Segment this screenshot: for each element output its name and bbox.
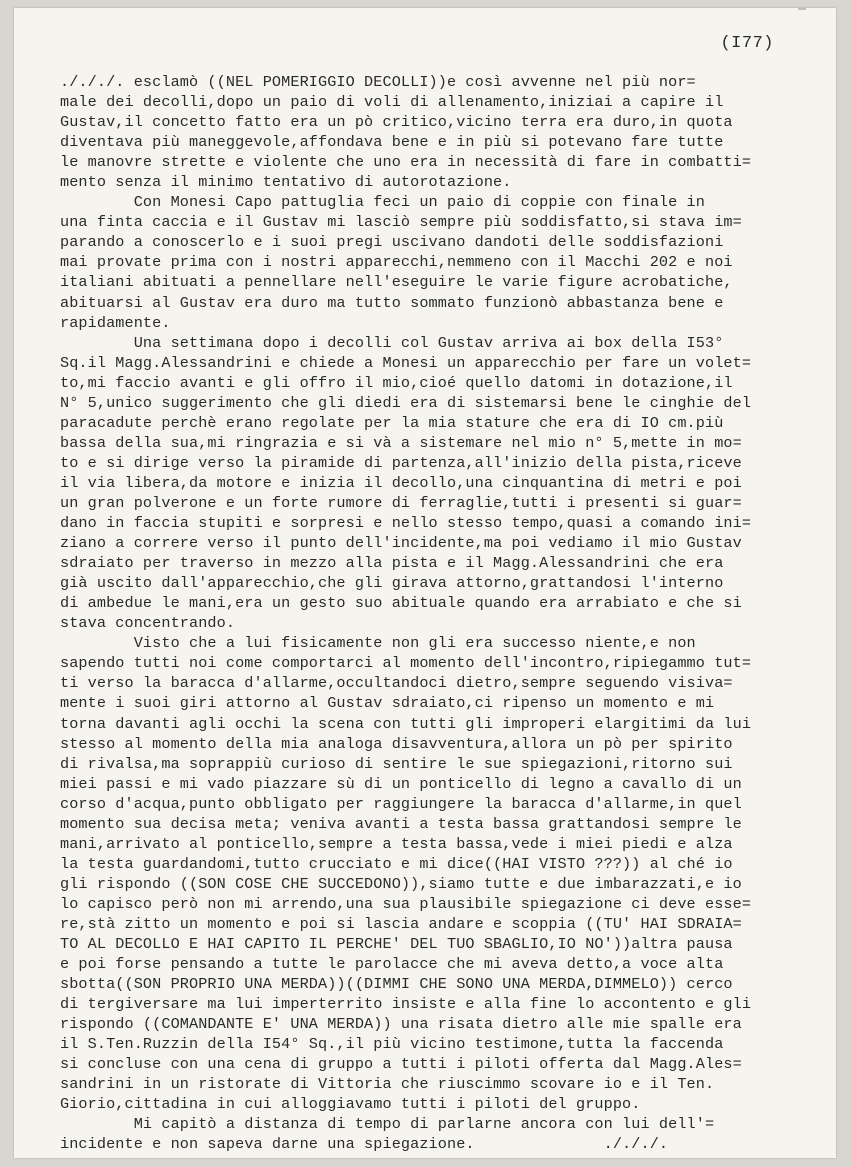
text-line: già uscito dall'apparecchio,che gli girava attorno,grattandosi l'interno	[60, 574, 724, 593]
text-line: to e si dirige verso la piramide di partenza,all'inizio della pista,riceve	[60, 453, 742, 472]
text-line: Giorio,cittadina in cui alloggiavamo tutti i piloti del gruppo.	[60, 1095, 641, 1114]
text-line: la testa guardandomi,tutto crucciato e mi dice((HAI VISTO ???)) al ché io	[60, 854, 733, 873]
text-line: ti verso la baracca d'allarme,occultandoci dietro,sempre seguendo visiva=	[60, 674, 733, 693]
text-line: momento sua decisa meta; veniva avanti a testa bassa grattandosi sempre le	[60, 814, 742, 833]
text-line: Gustav,il concetto fatto era un pò critico,vicino terra era duro,in quota	[60, 113, 733, 132]
text-line: sandrini in un ristorate di Vittoria che riuscimmo scovare io e il Ten.	[60, 1075, 715, 1094]
text-line: dano in faccia stupiti e sorpresi e nello stesso tempo,quasi a comando ini=	[60, 514, 752, 533]
text-line: torna davanti agli occhi la scena con tutti gli improperi elargitimi da lui	[60, 714, 752, 733]
text-line: una finta caccia e il Gustav mi lasciò sempre più soddisfatto,si stava im=	[60, 213, 742, 232]
text-line: rispondo ((COMANDANTE E' UNA MERDA)) una risata dietro alle mie spalle era	[60, 1015, 742, 1034]
text-line: ziano a correre verso il punto dell'incidente,ma poi vediamo il mio Gustav	[60, 534, 742, 553]
page-number: (I77)	[720, 34, 774, 53]
text-line: sapendo tutti noi come comportarci al momento dell'incontro,ripiegammo tut=	[60, 654, 752, 673]
text-line: incidente e non sapeva darne una spiegazione. ./././.	[60, 1135, 669, 1154]
text-line: rapidamente.	[60, 313, 171, 332]
text-line: il via libera,da motore e inizia il decollo,una cinquantina di metri e poi	[60, 473, 742, 492]
text-line: di ambedue le mani,era un gesto suo abituale quando era arrabiato e che si	[60, 594, 742, 613]
text-line: stava concentrando.	[60, 614, 236, 633]
text-line: lo capisco però non mi arrendo,una sua plausibile spiegazione ci deve esse=	[60, 894, 752, 913]
text-line: stesso al momento della mia analoga disavventura,allora un pò per spirito	[60, 734, 733, 753]
text-line: ./././. esclamò ((NEL POMERIGGIO DECOLLI))e così avvenne nel più nor=	[60, 73, 696, 91]
text-line: diventava più maneggevole,affondava bene e in più si potevano fare tutte	[60, 133, 724, 152]
typewritten-text	[60, 72, 820, 1155]
text-line: to,mi faccio avanti e gli offro il mio,cioé quello datomi in dotazione,il	[60, 373, 733, 392]
text-line: N° 5,unico suggerimento che gli diedi era di sistemarsi bene le cinghie del	[60, 393, 752, 412]
text-line: gli rispondo ((SON COSE CHE SUCCEDONO)),siamo tutte e due imbarazzati,e io	[60, 874, 742, 893]
text-line: Visto che a lui fisicamente non gli era successo niente,e non	[60, 634, 696, 653]
text-line: corso d'acqua,punto obbligato per raggiungere la baracca d'allarme,in quel	[60, 794, 742, 813]
text-line: mento senza il minimo tentativo di autorotazione.	[60, 173, 512, 192]
text-line: paracadute perchè erano regolate per la mia stature che era di IO cm.più	[60, 413, 724, 432]
text-line: miei passi e mi vado piazzare sù di un ponticello di legno a cavallo di un	[60, 774, 742, 793]
text-line: il S.Ten.Ruzzin della I54° Sq.,il più vicino testimone,tutta la faccenda	[60, 1035, 724, 1054]
text-line: Mi capitò a distanza di tempo di parlarne ancora con lui dell'=	[60, 1115, 715, 1134]
text-line: di rivalsa,ma soprappiù curioso di sentire le sue spiegazioni,ritorno sui	[60, 754, 733, 773]
text-line: TO AL DECOLLO E HAI CAPITO IL PERCHE' DEL TUO SBAGLIO,IO NO'))altra pausa	[60, 935, 733, 954]
text-line: parando a conoscerlo e i suoi pregi uscivano dandoti delle soddisfazioni	[60, 233, 724, 252]
text-line: Una settimana dopo i decolli col Gustav arriva ai box della I53°	[60, 333, 724, 352]
margin-mark	[798, 8, 806, 16]
text-line: re,stà zitto un momento e poi si lascia andare e scoppia ((TU' HAI SDRAIA=	[60, 914, 742, 933]
text-line: si concluse con una cena di gruppo a tutti i piloti offerta dal Magg.Ales=	[60, 1055, 742, 1074]
document-page	[14, 8, 836, 1158]
text-line: mai provate prima con i nostri apparecchi,nemmeno con il Macchi 202 e noi	[60, 253, 733, 272]
text-line: abituarsi al Gustav era duro ma tutto sommato funzionò abbastanza bene e	[60, 293, 724, 312]
text-line: Sq.il Magg.Alessandrini e chiede a Monesi un apparecchio per fare un volet=	[60, 353, 752, 372]
text-line: di tergiversare ma lui imperterrito insiste e alla fine lo accontento e gli	[60, 995, 752, 1014]
text-line: bassa della sua,mi ringrazia e si và a sistemare nel mio n° 5,mette in mo=	[60, 433, 742, 452]
text-line: male dei decolli,dopo un paio di voli di allenamento,iniziai a capire il	[60, 93, 724, 112]
text-line: e poi forse pensando a tutte le parolacce che mi aveva detto,a voce alta	[60, 955, 724, 974]
text-line: mente i suoi giri attorno al Gustav sdraiato,ci ripenso un momento e mi	[60, 694, 715, 713]
text-line: un gran polverone e un forte rumore di ferraglie,tutti i presenti si guar=	[60, 493, 742, 512]
text-line: sdraiato per traverso in mezzo alla pista e il Magg.Alessandrini che era	[60, 554, 724, 573]
text-line: sbotta((SON PROPRIO UNA MERDA))((DIMMI CHE SONO UNA MERDA,DIMMELO)) cerco	[60, 975, 733, 994]
text-line: italiani abituati a pennellare nell'eseguire le varie figure acrobatiche,	[60, 273, 733, 292]
text-line: le manovre strette e violente che uno era in necessità di fare in combatti=	[60, 153, 752, 172]
text-line: Con Monesi Capo pattuglia feci un paio di coppie con finale in	[60, 193, 705, 212]
text-line: mani,arrivato al ponticello,sempre a testa bassa,vede i miei piedi e alza	[60, 834, 733, 853]
